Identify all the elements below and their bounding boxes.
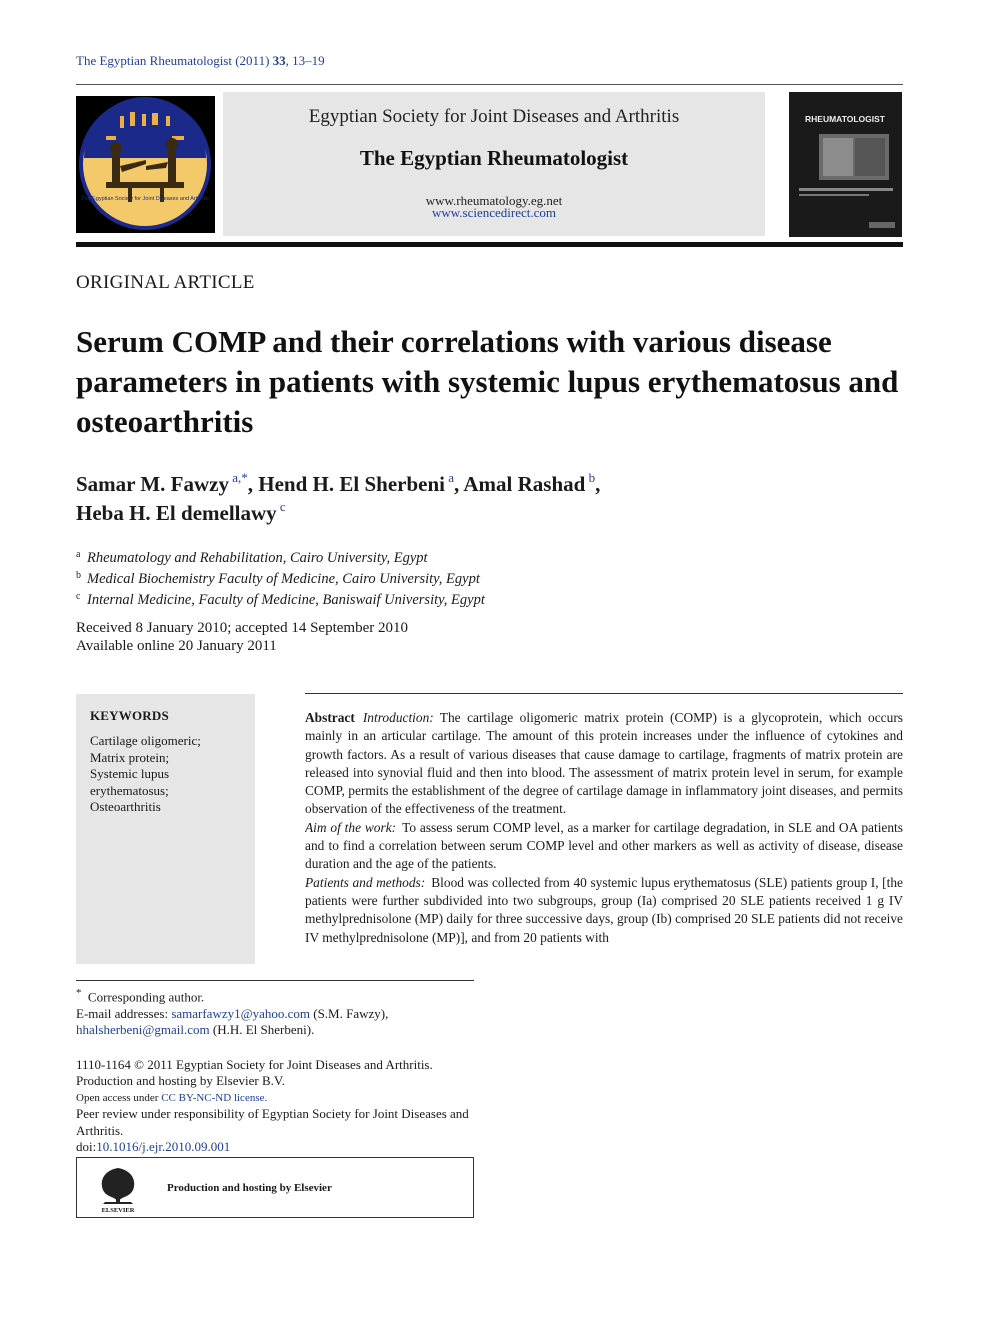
keyword-item: Cartilage oligomeric; xyxy=(90,733,201,748)
online-date: Available online 20 January 2011 xyxy=(76,638,277,654)
affiliation-item: a Rheumatology and Rehabilitation, Cairo University, Egypt xyxy=(76,549,428,566)
author-name: Heba H. El demellawy xyxy=(76,501,277,525)
journal-title: The Egyptian Rheumatologist xyxy=(359,146,629,170)
citation-volume: 33 xyxy=(272,53,286,68)
open-access-note: Open access under CC BY-NC-ND license. xyxy=(76,1091,268,1104)
email-addresses: E-mail addresses: samarfawzy1@yahoo.com (S.M. Fawzy), xyxy=(76,1005,389,1021)
email-addresses-2: hhalsherbeni@gmail.com (H.H. El Sherbeni). xyxy=(76,1022,315,1038)
copyright-line: 1110-1164 © 2011 Egyptian Society for Joint Diseases and Arthritis. xyxy=(76,1056,433,1072)
keyword-item: Matrix protein; xyxy=(90,749,170,765)
author-affiliation-mark[interactable]: c xyxy=(279,499,286,514)
corresponding-author: * Corresponding author. xyxy=(76,987,205,1005)
abstract-aim: Aim of the work: To assess serum COMP level, as a marker for cartilage degradation, in SLE and OA patients and to find a correlation between serum COMP level and other markers as well as activity of disease, disease duration and the age of the patients. xyxy=(305,819,903,872)
journal-cover[interactable] xyxy=(789,92,902,237)
abstract-methods: Patients and methods: Blood was collected from 40 systemic lupus erythematosus (SLE) patients group I, [the patients were further subdivided into two subgroups, group (Ia) comprised 20 SLE patients received 1 g IV methylprednisolone (MP) daily for three successive days, group (Ib) comprised 20 SLE patients did not receive IV methylprednisolone (MP)], and from 20 patients with xyxy=(305,874,903,945)
author-name: Hend H. El Sherbeni xyxy=(258,472,445,496)
keyword-item: Osteoarthritis xyxy=(90,799,161,814)
doi-link[interactable]: 10.1016/j.ejr.2010.09.001 xyxy=(96,1139,231,1155)
article-dates xyxy=(76,619,408,655)
sciencedirect-link[interactable]: www.sciencedirect.com xyxy=(431,205,557,220)
journal-banner xyxy=(223,92,765,236)
journal-url[interactable]: www.rheumatology.eg.net xyxy=(425,193,563,208)
logo-caption: The Egyptian Society for Joint Diseases and Arthritis xyxy=(81,196,209,202)
journal-citation[interactable] xyxy=(76,53,325,69)
author-affiliation-mark[interactable]: a xyxy=(448,470,455,485)
elsevier-logo xyxy=(95,1164,141,1214)
peer-review-note: Peer review under responsibility of Egyptian Society for Joint Diseases and Arthritis. xyxy=(76,1106,469,1138)
abstract-introduction: Abstract Introduction: The cartilage oligomeric matrix protein (COMP) is a glycoprotein, which occurs mainly in an articular cartilage. The amount of this protein increases under the influence of cytokines and growth factors. As a result of various diseases that cause damage to cartilage, fragments of matrix protein are released into synovial fluid and then into blood. The assessment of matrix protein level in serum, for example COMP, permits the establishment of the degree of cartilage damage in inflammatory joint diseases, and permits observation of the effectiveness of the treatment. xyxy=(305,710,903,817)
footnotes xyxy=(76,985,476,1156)
author-name: Samar M. Fawzy xyxy=(76,472,229,496)
doi-line: doi:10.1016/j.ejr.2010.09.001 xyxy=(76,1139,231,1155)
citation-pages: , 13–19 xyxy=(285,53,325,68)
email-link[interactable]: hhalsherbeni@gmail.com xyxy=(76,1022,210,1038)
footnote-rule xyxy=(76,980,474,981)
received-date: Received 8 January 2010; accepted 14 September 2010 xyxy=(76,620,408,636)
author-affiliation-mark[interactable]: b xyxy=(588,470,596,485)
author-name: Amal Rashad xyxy=(463,472,586,496)
author-list: Samar M. Fawzy $^{a,*}$, Hend H. El Sherbeni $^a$, Amal Rashad $^b$, Heba H. El demellawy $^c$ xyxy=(76,470,601,525)
article-type: ORIGINAL ARTICLE xyxy=(76,272,255,293)
keyword-item: Systemic lupus xyxy=(90,766,170,781)
elsevier-box xyxy=(76,1157,474,1218)
abstract xyxy=(305,709,903,965)
society-logo xyxy=(76,96,215,233)
keywords-box xyxy=(76,694,255,964)
affiliation-item: b Medical Biochemistry Faculty of Medicine, Cairo University, Egypt xyxy=(76,570,480,587)
keyword-item: erythematosus; xyxy=(90,782,169,798)
abstract-rule xyxy=(305,693,903,694)
email-link[interactable]: samarfawzy1@yahoo.com xyxy=(171,1005,310,1021)
abstract-label: Abstract xyxy=(305,710,355,725)
article-title: Serum COMP and their correlations with various disease parameters in patients with systemic lupus erythematosus and osteoarthritis xyxy=(76,324,899,439)
affiliations xyxy=(76,546,485,609)
elsevier-wordmark: ELSEVIER xyxy=(101,1207,135,1214)
copyright-hosting: Production and hosting by Elsevier B.V. xyxy=(76,1073,285,1089)
cover-title: RHEUMATOLOGIST xyxy=(805,114,885,124)
header-rule xyxy=(76,84,903,85)
license-link[interactable]: CC BY-NC-ND license. xyxy=(161,1091,268,1104)
author-affiliation-mark[interactable]: a,* xyxy=(232,470,248,485)
elsevier-hosting-text: Production and hosting by Elsevier xyxy=(167,1182,332,1194)
citation-journal: The Egyptian Rheumatologist (2011) xyxy=(76,53,270,68)
society-name: Egyptian Society for Joint Diseases and Arthritis xyxy=(308,106,680,127)
banner-rule xyxy=(76,242,903,247)
affiliation-item: c Internal Medicine, Faculty of Medicine, Baniswaif University, Egypt xyxy=(76,591,485,608)
keywords-heading: KEYWORDS xyxy=(90,708,169,723)
